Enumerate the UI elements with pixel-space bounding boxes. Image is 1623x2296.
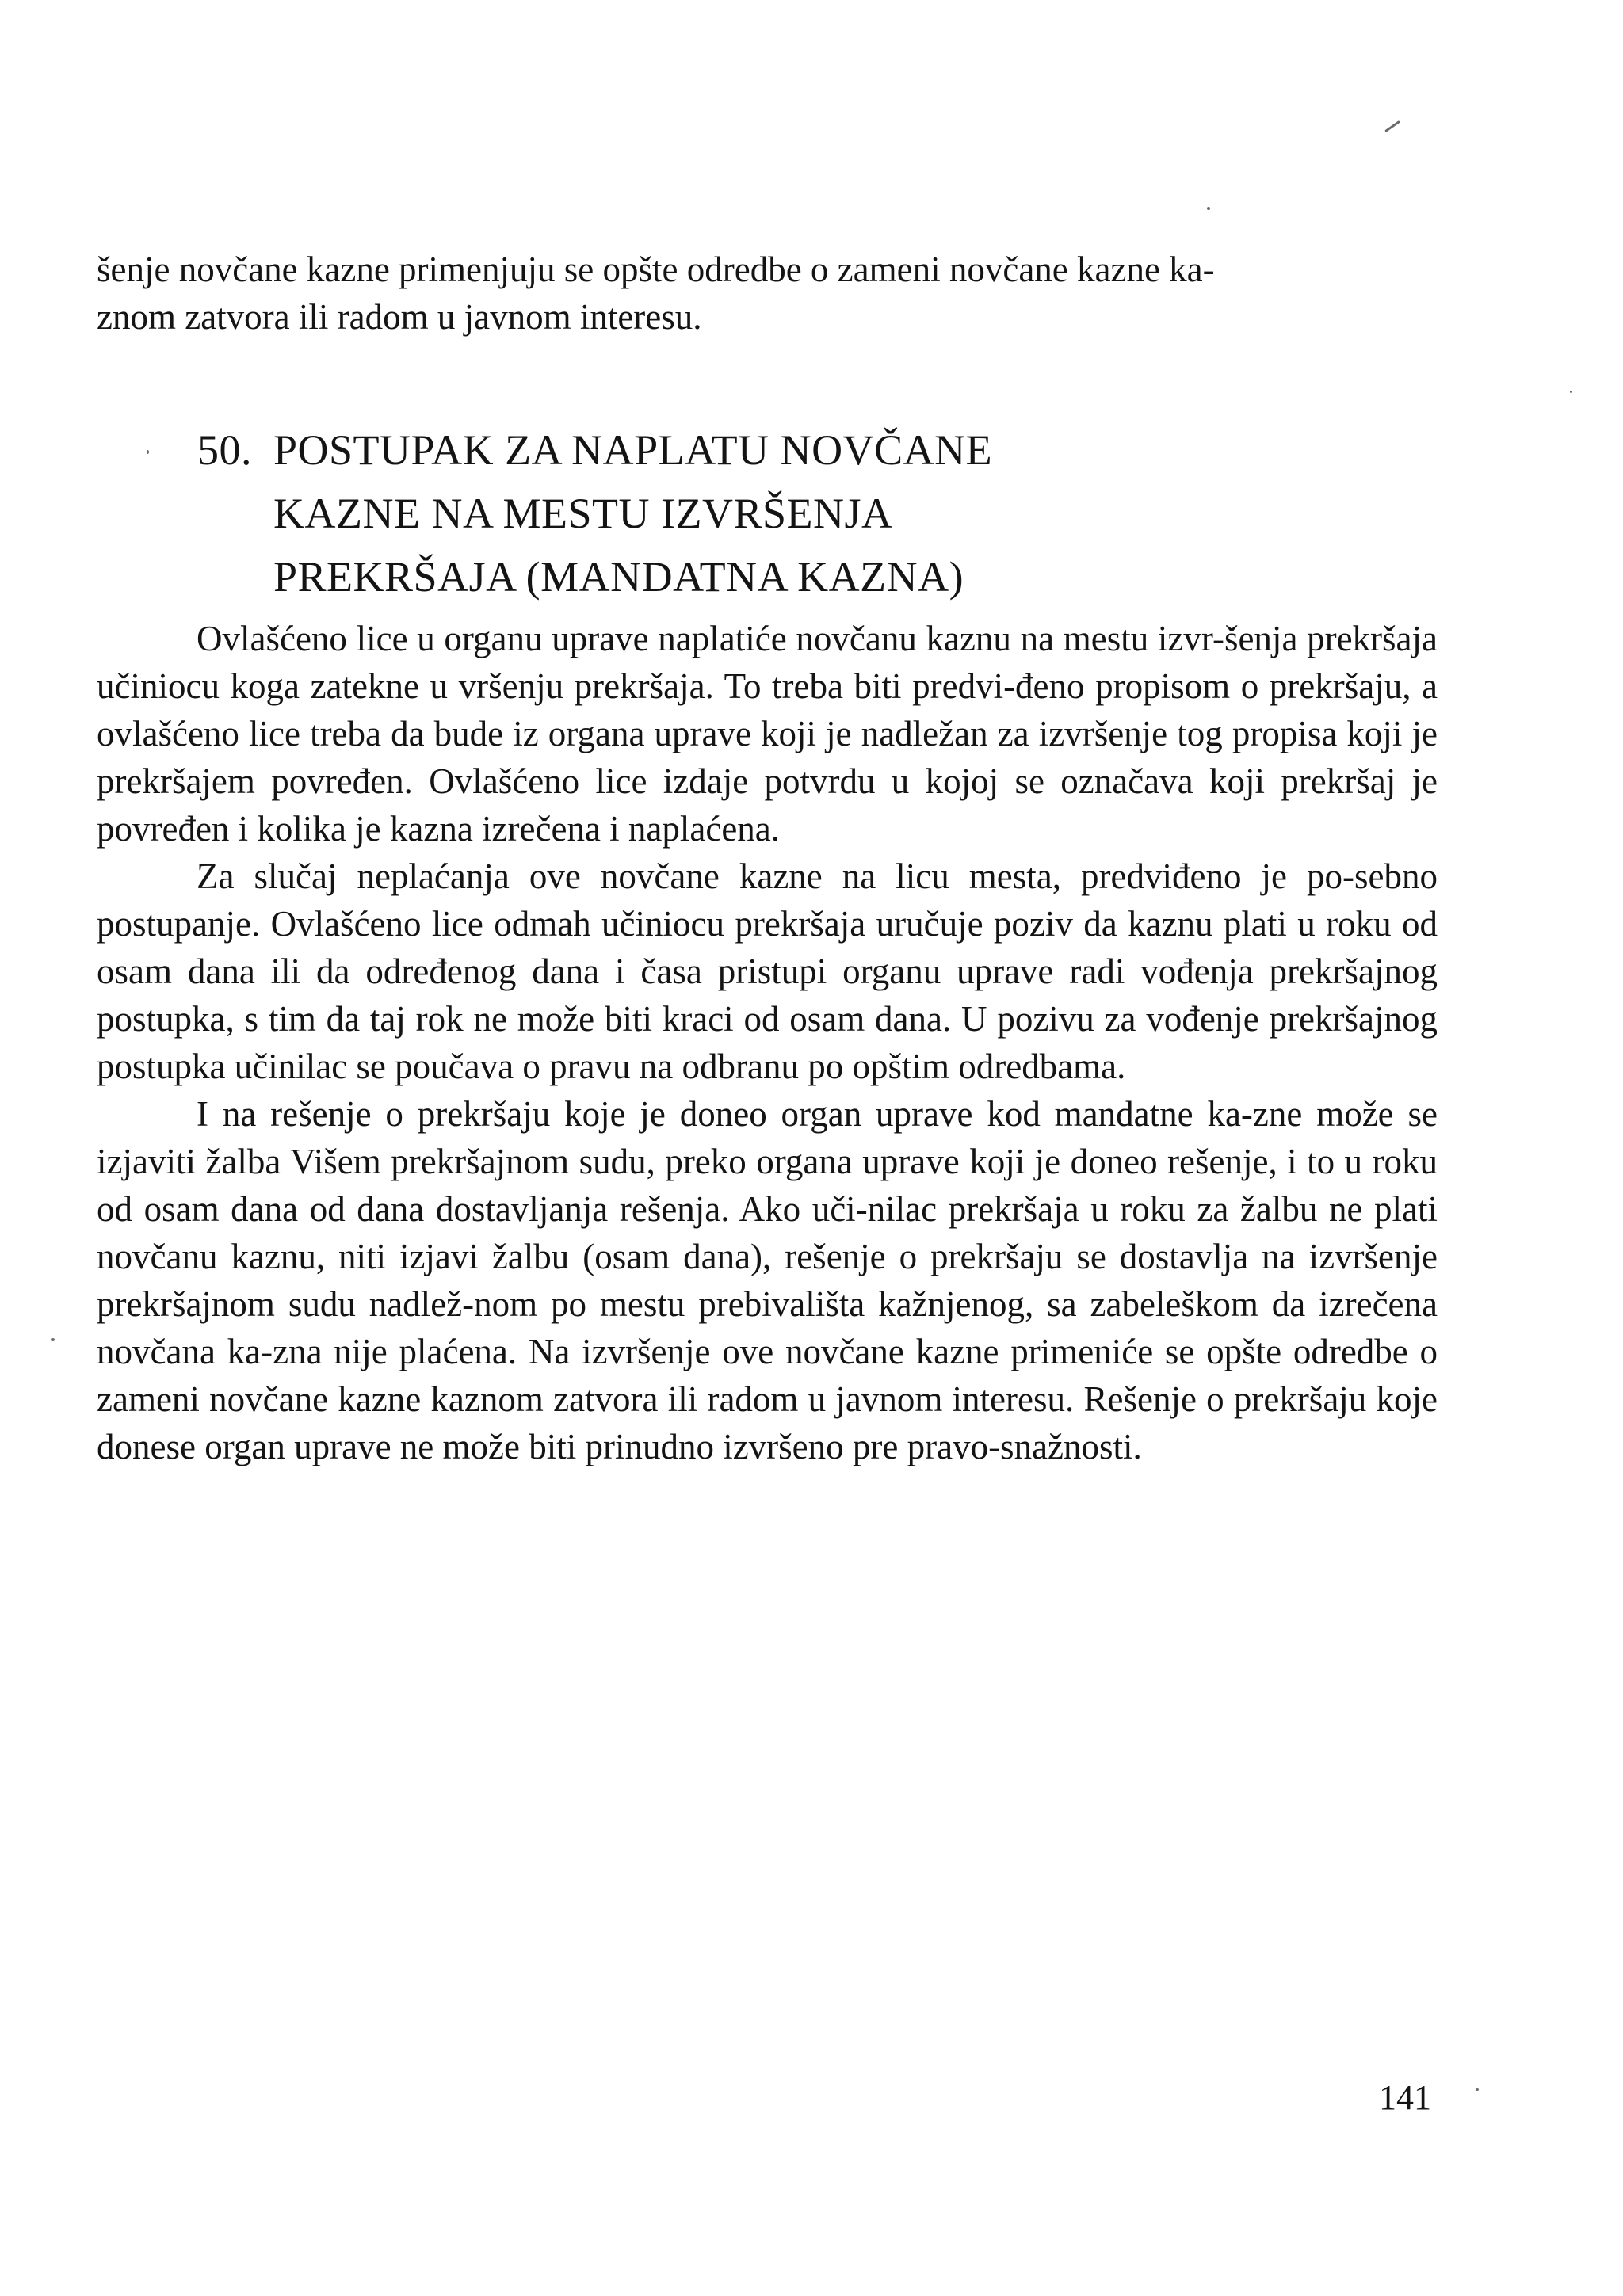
paragraph-3: I na rešenje o prekršaju koje je doneo organ uprave kod mandatne ka-zne može se izjaviti žalba Višem prekršajnom sudu, preko organa uprave koji je doneo rešenje, i to u roku od osam dana od dana dostavljanja rešenja. Ako uči-nilac prekršaja u roku za žalbu ne plati novčanu kaznu, niti izjavi žalbu (osam dana), rešenje o prekršaju se dostavlja na izvršenje prekršajnom sudu nadlež-nom po mestu prebivališta kažnjenog, sa zabeleškom da izrečena novčana ka-zna nije plaćena. Na izvršenje ove novčane kazne primeniće se opšte odredbe o zameni novčane kazne kaznom zatvora ili radom u javnom interesu. Rešenje o prekršaju koje donese organ uprave ne može biti prinudno izvršeno pre pravo-snažnosti. bbox=[97, 1094, 1438, 1466]
section-title-line-3: PREKRŠAJA (MANDATNA KAZNA) bbox=[273, 553, 964, 601]
section-number: 50. bbox=[197, 426, 252, 474]
scan-speck bbox=[1570, 391, 1572, 393]
carry-over-line-1: šenje novčane kazne primenjuju se opšte odredbe o zameni novčane kazne ka- bbox=[97, 250, 1215, 289]
scan-speck bbox=[1384, 120, 1400, 132]
section-title-line-1: POSTUPAK ZA NAPLATU NOVČANE bbox=[273, 426, 993, 474]
paragraph-1: Ovlašćeno lice u organu uprave naplatiće novčanu kaznu na mestu izvr-šenja prekršaja učiniocu koga zatekne u vršenju prekršaja. To treba biti predvi-đeno propisom o prekršaju, a ovlašćeno lice treba da bude iz organa uprave koji je nadležan za izvršenje tog propisa koji je prekršajem povređen. Ovlašćeno lice izdaje potvrdu u kojoj se označava koji prekršaj je povređen i kolika je kazna izrečena i naplaćena. bbox=[97, 619, 1438, 849]
carry-over-paragraph bbox=[97, 246, 1438, 341]
paragraph-2: Za slučaj neplaćanja ove novčane kazne na licu mesta, predviđeno je po-sebno postupanje. Ovlašćeno lice odmah učiniocu prekršaja uručuje poziv da kaznu plati u roku od osam dana ili da određenog dana i časa pristupi organu uprave radi vođenja prekršajnog postupka, s tim da taj rok ne može biti kraci od osam dana. U pozivu za vođenje prekršajnog postupka učinilac se poučava o pravu na odbranu po opštim odredbama. bbox=[97, 856, 1438, 1086]
scan-speck bbox=[1476, 2088, 1479, 2091]
scan-speck bbox=[1207, 207, 1210, 210]
section-body bbox=[97, 615, 1438, 1470]
scan-speck bbox=[51, 1338, 55, 1341]
section-title-line-2: KAZNE NA MESTU IZVRŠENJA bbox=[273, 490, 893, 537]
page-number: 141 bbox=[1379, 2078, 1431, 2117]
section-heading bbox=[197, 418, 1307, 608]
carry-over-line-2: znom zatvora ili radom u javnom interesu. bbox=[97, 297, 702, 337]
scan-speck bbox=[147, 450, 149, 454]
